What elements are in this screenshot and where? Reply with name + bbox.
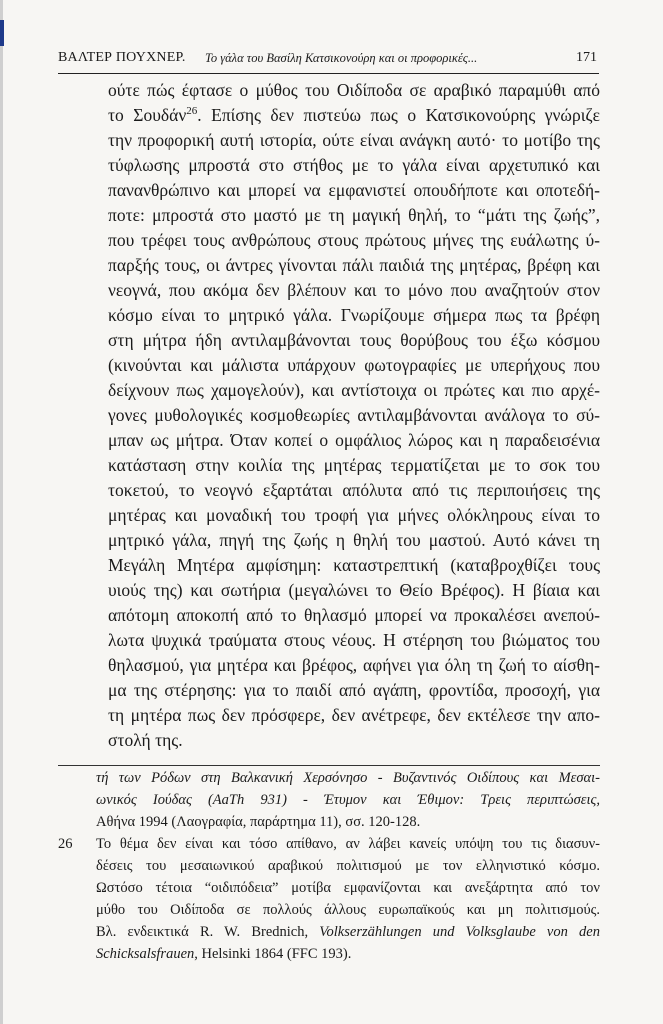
footnote-line: Αθήνα 1994 (Λαογραφία, παράρτημα 11), σσ. 120-128. — [96, 814, 421, 830]
body-line: ούτε πώς έφτασε ο μύθος του Οιδίποδα σε αραβικό παραμύθι από — [108, 80, 600, 100]
body-line: υιούς της) και σωτήρια (μεγαλώνει το Θείο Βρέφος). Η βίαια και — [108, 580, 600, 600]
body-line: κόσμο είναι το μητρικό γάλα. Γνωρίζουμε σήμερα πως τα βρέφη — [108, 305, 600, 325]
body-line: απότομη αποκοπή από το θηλασμό μπορεί να προκαλέσει ανεπού- — [108, 605, 600, 625]
footnote-line — [96, 943, 600, 965]
footnote-ref: 26 — [186, 105, 198, 117]
footnote-book-title: Schicksalsfrauen — [96, 946, 195, 962]
body-line-text: . Επίσης δεν πιστεύω πως ο Κατσικονούρης γνώριζε — [197, 105, 600, 125]
footnote-line: Ωστόσο τέτοια “οιδιπόδεια” μοτίβα εμφανίζονται και ανεξάρτητα από τον — [96, 880, 600, 896]
body-line: στη μήτρα ήδη αντιλαμβάνονται τους θορύβους του έξω κόσμου — [108, 330, 600, 350]
body-line: κατάσταση στην κοιλία της μητέρας τερματίζεται με το σοκ του — [108, 455, 600, 475]
footnote-number: 26 — [58, 836, 73, 852]
body-line: (κινούνται και μάλιστα υπάρχουν φωτογραφίες με υπερήχους που — [108, 355, 600, 375]
body-line: λωτα ψυχικά τραύματα στους νέους. Η στέρηση του βιώματος του — [108, 630, 600, 650]
body-line: γονες μυθολογικές κοσμοθεωρίες αντιλαμβάνονται ανάλογα το σύ- — [108, 405, 600, 425]
footnote-line: μύθο του Οιδίποδα σε πολλούς άλλους ευρωπαϊκούς και μη πολιτισμούς. — [96, 902, 600, 918]
body-line: στολή της. — [108, 730, 183, 750]
page-edge — [0, 0, 3, 1024]
body-line: πανανθρώπινο και μπορεί να εμφανιστεί οπουδήποτε και οποτεδή- — [108, 180, 600, 200]
page-number: 171 — [576, 50, 597, 65]
body-line: παρξής τους, οι άντρες γίνονται πάλι παιδιά της μητέρας, βρέφη και — [108, 255, 600, 275]
body-line: μητρικό γάλα, πηγή της ζωής η θηλή του μαστού. Αυτό κάνει τη — [108, 530, 600, 550]
body-line: που τρέφει τους ανθρώπους στους πρώτους μήνες της ευάλωτης ύ- — [108, 230, 600, 250]
body-text — [108, 78, 600, 753]
running-head — [58, 48, 599, 70]
footnote-text: , Helsinki 1864 (FFC 193). — [194, 946, 352, 962]
footnote-text: Βλ. ενδεικτικά R. W. Brednich, — [96, 924, 320, 940]
body-line — [108, 103, 600, 128]
body-line: τύφλωσης μπροστά στο στήθος με το γάλα είναι αρχετυπικό και — [108, 155, 600, 175]
running-head-title: Το γάλα του Βασίλη Κατσικονούρη και οι προφορικές... — [205, 51, 478, 65]
footnote-26 — [58, 833, 600, 965]
body-line: θηλασμού, για μητέρα και βρέφος, αφήνει για όλη τη ζωή το αίσθη- — [108, 655, 600, 675]
body-line: την προφορική αυτή ιστορία, ούτε είναι ανάγκη αυτό· το μοτίβο της — [108, 130, 600, 150]
running-head-author: ΒΑΛΤΕΡ ΠΟΥΧΝΕΡ. — [58, 50, 186, 65]
footnote-line: ωνικός Ιούδας (AaTh 931) - Έτυμον και Έθιμον: Τρεις περιπτώσεις, — [96, 792, 600, 808]
footnote-line: Το θέμα δεν είναι και τόσο απίθανο, αν λάβει κανείς υπόψη του τις διασυν- — [96, 836, 600, 852]
footnote-line — [96, 921, 600, 943]
body-line: μπαν ως μήτρα. Όταν κοπεί ο ομφάλιος λώρος και η παραδεισένια — [108, 430, 600, 450]
body-line: νεογνά, που ακόμα δεν βλέπουν και το μόνο που αναζητούν στον — [108, 280, 600, 300]
body-line: μητέρας και μοναδική του τροφή για μήνες ολόκληρους είναι το — [108, 505, 600, 525]
footnotes — [58, 767, 600, 965]
header-rule — [58, 73, 599, 74]
body-line: δείχνουν πως χαμογελούν), και αντίστοιχα οι πρώτες και πιο αρχέ- — [108, 380, 600, 400]
body-line-text: το Σουδάν — [108, 105, 187, 125]
body-line: Μεγάλη Μητέρα αμφίσημη: καταστρεπτική (καταβροχθίζει τους — [108, 555, 600, 575]
body-line: τη μητέρα πως δεν πρόσφερε, δεν ανέτρεφε, δεν εκτέλεσε την απο- — [108, 705, 600, 725]
body-line: ποτε: μπροστά στο μαστό με τη μαγική θηλή, το “μάτι της ζωής”, — [108, 205, 600, 225]
footnote-line: τή των Ρόδων στη Βαλκανική Χερσόνησο - Βυζαντινός Οιδίπους και Μεσαι- — [96, 770, 600, 786]
footnote-rule — [58, 765, 600, 766]
footnote-book-title: Volkserzählungen und Volksglaube von den — [319, 924, 600, 940]
body-line: μα της στέρησης: για το παιδί από αγάπη, φροντίδα, προσοχή, για — [108, 680, 600, 700]
footnote-line: δέσεις του μεσαιωνικού αραβικού πολιτισμού με τον ελληνιστικό κόσμο. — [96, 858, 600, 874]
scan-edge-mark — [0, 20, 4, 46]
body-line: τοκετού, το νεογνό εξαρτάται απόλυτα από τις περιποιήσεις της — [108, 480, 600, 500]
